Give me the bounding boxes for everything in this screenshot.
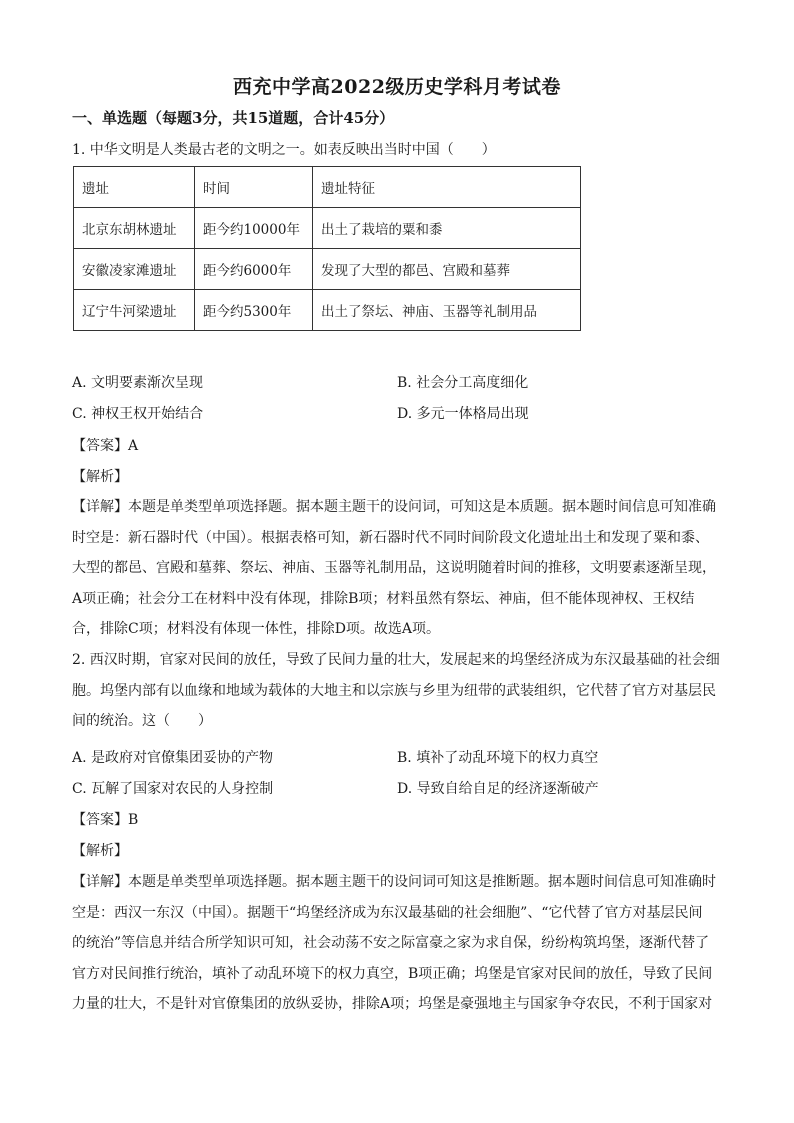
analysis-line: 官方对民间推行统治，填补了动乱环境下的权力真空，B项正确；坞堡是官家对民间的放任，导致了民间 [72,965,713,982]
table-cell: 距今约5300年 [195,290,313,331]
table-cell: 辽宁牛河梁遗址 [74,290,195,331]
q2-analysis [72,867,722,1020]
table-cell: 距今约10000年 [195,208,313,249]
analysis-line: 空是：西汉一东汉（中国）。据题干“坞堡经济成为东汉最基础的社会细胞”、“它代替了官方对基层民间 [72,904,703,921]
table-cell: 出土了祭坛、神庙、玉器等礼制用品 [313,290,581,331]
table-header-row [74,167,581,208]
q2-answer: 【答案】B [72,812,139,828]
analysis-line: 时空是：新石器时代（中国）。根据表格可知，新石器时代不同时间阶段文化遗址出土和发现了粟和黍、 [72,529,709,546]
table-cell: 发现了大型的都邑、宫殿和墓葬 [313,249,581,290]
q2-option-b: B. 填补了动乱环境下的权力真空 [397,750,599,766]
analysis-line: 合，排除C项；材料没有体现一体性，排除D项。故选A项。 [72,621,441,637]
stem-line: 2. 西汉时期，官家对民间的放任，导致了民间力量的壮大，发展起来的坞堡经济成为东汉最基础的社会细 [72,652,720,668]
table-header-cell: 时间 [195,167,313,208]
q2-stem [72,645,722,737]
table-row [74,290,581,331]
analysis-line: 力量的壮大，不是针对官僚集团的放纵妥协，排除A项；坞堡是豪强地主与国家争夺农民，不利于国家对 [72,996,713,1012]
q2-option-a: A. 是政府对官僚集团妥协的产物 [72,750,274,766]
q1-answer: 【答案】A [72,438,139,454]
q1-analysis [72,492,722,645]
q1-option-b: B. 社会分工高度细化 [397,375,529,391]
table-row [74,249,581,290]
q2-option-c: C. 瓦解了国家对农民的人身控制 [72,781,274,797]
q1-option-d: D. 多元一体格局出现 [397,406,529,422]
table-cell: 安徽凌家滩遗址 [74,249,195,290]
exam-title: 西充中学高2022级历史学科月考试卷 [233,76,561,98]
table-header-cell: 遗址 [74,167,195,208]
analysis-line: 的统治”等信息并结合所学知识可知，社会动荡不安之际富豪之家为求自保，纷纷构筑坞堡，逐渐代替了 [72,935,710,951]
analysis-line: 大型的都邑、宫殿和墓葬、祭坛、神庙、玉器等礼制用品，这说明随着时间的推移，文明要素逐渐呈现， [72,560,716,576]
q1-option-a: A. 文明要素渐次呈现 [72,375,204,391]
q2-analysis-label: 【解析】 [72,843,128,859]
table-header-cell: 遗址特征 [313,167,581,208]
analysis-line: 【详解】本题是单类型单项选择题。据本题主题干的设问词，可知这是本质题。据本题时间信息可知准确 [72,499,716,515]
stem-line: 间的统治。这（ ） [72,713,212,729]
section-heading: 一、单选题（每题3分，共15道题，合计45分） [72,109,395,127]
stem-line: 胞。坞堡内部有以血缘和地域为载体的大地主和以宗族与乡里为纽带的武装组织，它代替了官方对基层民 [72,682,716,699]
analysis-line: A项正确；社会分工在材料中没有体现，排除B项；材料虽然有祭坛、神庙，但不能体现神权、王权结 [72,590,695,607]
q1-sites-table [73,166,581,331]
table-cell: 出土了栽培的粟和黍 [313,208,581,249]
analysis-line: 【详解】本题是单类型单项选择题。据本题主题干的设问词可知这是推断题。据本题时间信息可知准确时 [72,874,716,890]
table-cell: 距今约6000年 [195,249,313,290]
table-cell: 北京东胡林遗址 [74,208,195,249]
q1-analysis-label: 【解析】 [72,469,128,485]
q1-option-c: C. 神权王权开始结合 [72,406,204,422]
table-row [74,208,581,249]
q2-option-d: D. 导致自给自足的经济逐渐破产 [397,781,599,797]
q1-stem: 1. 中华文明是人类最古老的文明之一。如表反映出当时中国（ ） [72,142,496,158]
